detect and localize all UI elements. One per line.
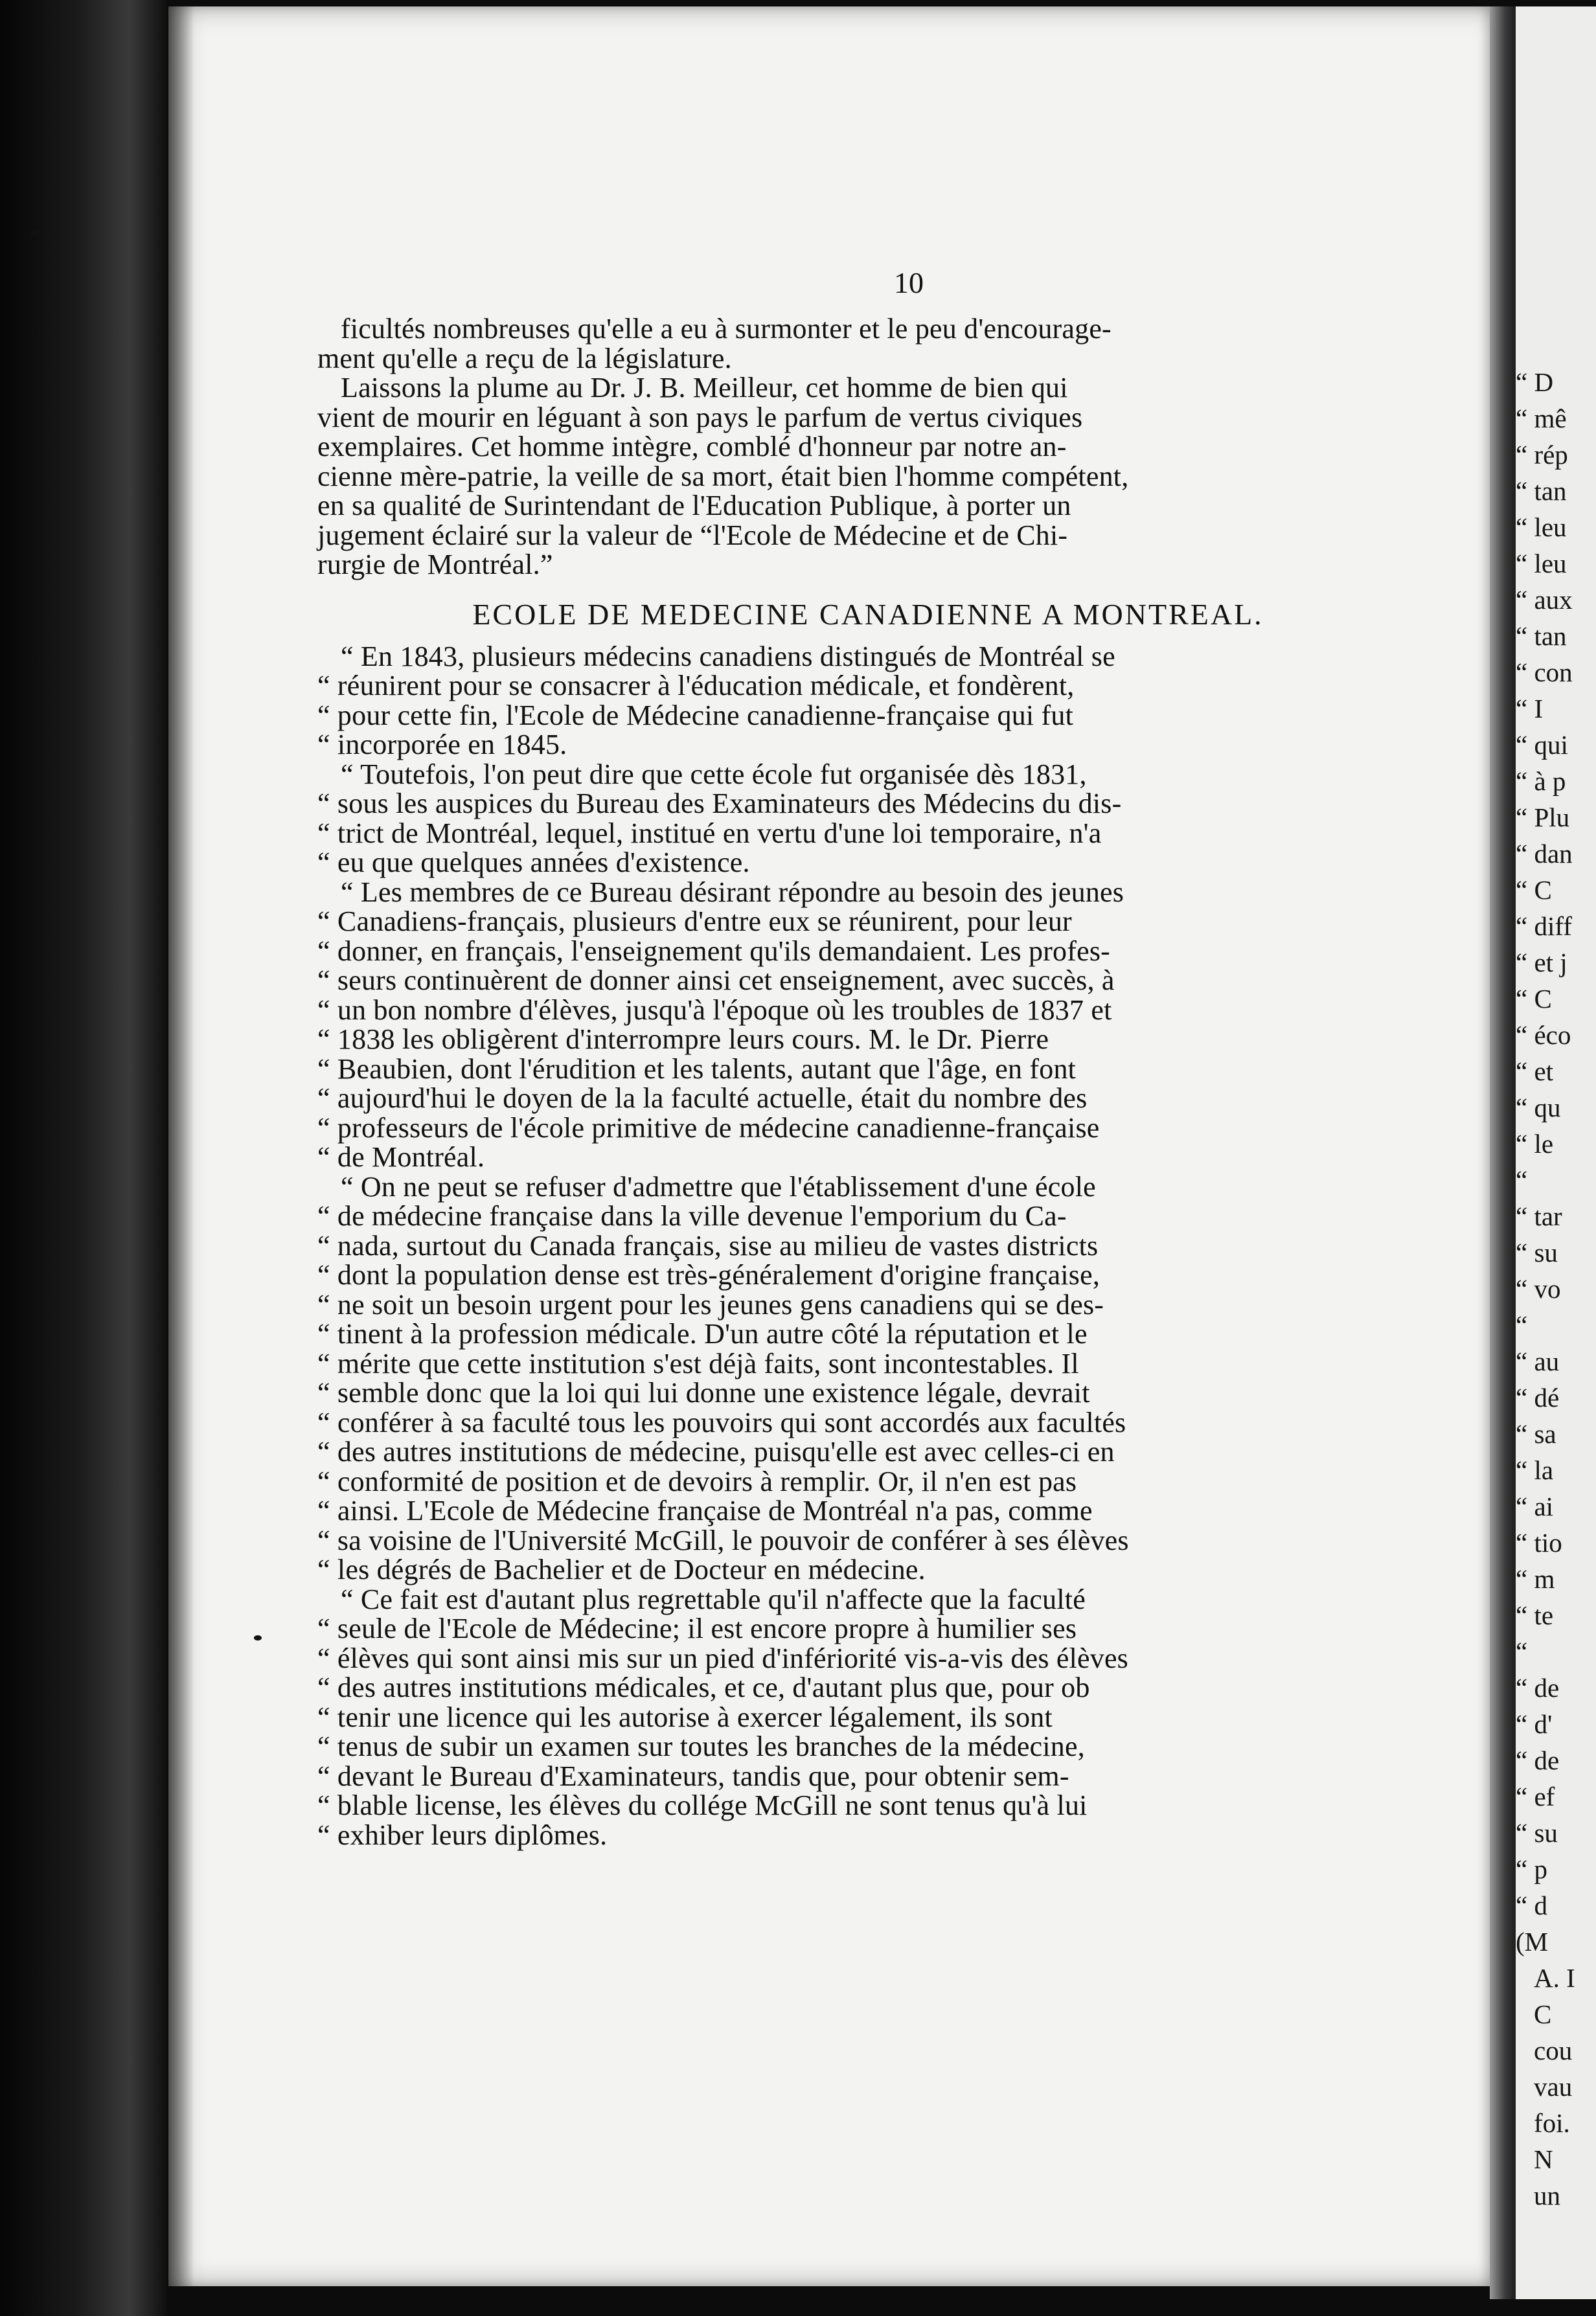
facing-page-line: “ tar: [1516, 1201, 1562, 1231]
ink-speck: [254, 1635, 262, 1640]
text-line: “ tenir une licence qui les autorise à exercer légalement, ils sont: [317, 1701, 1053, 1733]
page-body: [317, 314, 1419, 1850]
book-gutter: [1490, 6, 1516, 2299]
facing-page-line: vau: [1534, 2072, 1573, 2102]
facing-page-line: “ tio: [1516, 1528, 1562, 1558]
facing-page-line: “ qui: [1516, 730, 1568, 760]
text-line: “ élèves qui sont ainsi mis sur un pied d'infériorité vis-a-vis des élèves: [317, 1642, 1128, 1674]
text-line: “ les dégrés de Bachelier et de Docteur en médecine.: [317, 1554, 926, 1585]
facing-page-line: “ d': [1516, 1709, 1553, 1739]
text-line: “ des autres institutions médicales, et ce, d'autant plus que, pour ob: [317, 1672, 1090, 1703]
facing-page-line: “ à p: [1516, 766, 1566, 796]
text-line: “ ne soit un besoin urgent pour les jeunes gens canadiens qui se des-: [317, 1288, 1104, 1321]
facing-page-line: un: [1534, 2181, 1560, 2210]
text-line: “ conférer à sa faculté tous les pouvoirs qui sont accordés aux facultés: [317, 1406, 1126, 1438]
text-line: “ pour cette fin, l'Ecole de Médecine canadienne-française qui fut: [317, 699, 1073, 731]
text-line: “ Canadiens-français, plusieurs d'entre eux se réunirent, pour leur: [317, 905, 1072, 937]
facing-page-line: “ C: [1516, 984, 1552, 1014]
text-line: “ exhiber leurs diplômes.: [317, 1819, 608, 1851]
facing-page-line: “ D: [1516, 367, 1554, 397]
facing-page-fragment: [1516, 6, 1596, 2299]
text-line: “ tinent à la profession médicale. D'un autre côté la réputation et le: [317, 1318, 1088, 1350]
text-line: “ devant le Bureau d'Examinateurs, tandis que, pour obtenir sem-: [317, 1760, 1069, 1792]
facing-page-line: “ de: [1516, 1745, 1560, 1775]
facing-page-line: “ sa: [1516, 1419, 1556, 1449]
text-line: rurgie de Montréal.”: [317, 549, 553, 580]
text-line: vient de mourir en léguant à son pays le parfum de vertus civiques: [317, 401, 1083, 433]
facing-page-line: (M: [1516, 1927, 1549, 1957]
facing-page-line: “ m: [1516, 1564, 1555, 1594]
text-line: “ En 1843, plusieurs médecins canadiens distingués de Montréal se: [341, 640, 1115, 672]
facing-page-line: A. I: [1534, 1963, 1575, 1993]
facing-page-line: “ C: [1516, 875, 1552, 905]
facing-page-line: “ de: [1516, 1673, 1560, 1703]
facing-page-line: “ d: [1516, 1890, 1547, 1920]
text-line: “ donner, en français, l'enseignement qu'ils demandaient. Les profes-: [317, 935, 1111, 967]
facing-page-line: “ dé: [1516, 1383, 1560, 1413]
text-line: “ 1838 les obligèrent d'interrompre leurs cours. M. le Dr. Pierre: [317, 1023, 1049, 1055]
text-line: ficultés nombreuses qu'elle a eu à surmonter et le peu d'encourage-: [341, 313, 1112, 345]
facing-page-line: “: [1516, 1310, 1528, 1340]
facing-page-line: “ I: [1516, 694, 1544, 723]
facing-page-line: “ p: [1516, 1854, 1547, 1884]
facing-page-line: “ su: [1516, 1818, 1558, 1848]
facing-page-line: “ leu: [1516, 512, 1567, 542]
text-line: “ sa voisine de l'Université McGill, le pouvoir de conférer à ses élèves: [317, 1524, 1129, 1556]
facing-page-line: “ le: [1516, 1129, 1554, 1159]
facing-page-line: “ qu: [1516, 1093, 1561, 1122]
facing-page-line: C: [1534, 1999, 1552, 2029]
facing-page-line: “ dan: [1516, 839, 1573, 868]
facing-page-line: “ rép: [1516, 440, 1568, 470]
facing-page-line: “: [1516, 1165, 1528, 1195]
facing-page-line: “ vo: [1516, 1274, 1561, 1304]
facing-page-line: “ au: [1516, 1346, 1560, 1376]
text-line: “ conformité de position et de devoirs à remplir. Or, il n'en est pas: [317, 1465, 1077, 1497]
text-line: en sa qualité de Surintendant de l'Education Publique, à porter un: [317, 490, 1071, 521]
text-line: exemplaires. Cet homme intègre, comblé d'honneur par notre an-: [317, 431, 1067, 462]
text-line: “ Beaubien, dont l'érudition et les talents, autant que l'âge, en font: [317, 1052, 1077, 1085]
text-line: “ seule de l'Ecole de Médecine; il est encore propre à humilier ses: [317, 1613, 1077, 1644]
facing-page-line: “ la: [1516, 1455, 1554, 1485]
facing-page-line: “ et j: [1516, 948, 1568, 977]
text-line: “ eu que quelques années d'existence.: [317, 846, 750, 878]
text-line: ment qu'elle a reçu de la législature.: [317, 342, 732, 374]
text-line: “ nada, surtout du Canada français, sise au milieu de vastes districts: [317, 1229, 1099, 1262]
facing-page-line: “ te: [1516, 1600, 1554, 1630]
facing-page-line: “ ef: [1516, 1782, 1555, 1811]
ink-speck: [31, 230, 40, 236]
text-line: “ ainsi. L'Ecole de Médecine française de Montréal n'a pas, comme: [317, 1495, 1093, 1527]
facing-page-line: “ mê: [1516, 403, 1567, 433]
text-line: “ incorporée en 1845.: [317, 729, 567, 760]
page-number: 10: [894, 266, 924, 299]
facing-page-line: “ éco: [1516, 1020, 1571, 1050]
facing-page-line: foi.: [1534, 2108, 1570, 2138]
text-line: “ sous les auspices du Bureau des Examinateurs des Médecins du dis-: [317, 788, 1122, 819]
facing-page-line: “ et: [1516, 1056, 1554, 1086]
facing-page-line: “ con: [1516, 657, 1573, 687]
facing-page-line: cou: [1534, 2036, 1573, 2065]
page-binding-shadow: [168, 6, 194, 2286]
facing-page-line: “ leu: [1516, 549, 1567, 578]
text-line: “ un bon nombre d'élèves, jusqu'à l'époque où les troubles de 1837 et: [317, 993, 1112, 1026]
text-line: jugement éclairé sur la valeur de “l'Ecole de Médecine et de Chi-: [317, 519, 1068, 551]
facing-page-line: “ tan: [1516, 621, 1567, 651]
text-line: “ de médecine française dans la ville devenue l'emporium du Ca-: [317, 1200, 1067, 1232]
text-line: “ Toutefois, l'on peut dire que cette école fut organisée dès 1831,: [341, 758, 1087, 790]
text-line: “ professeurs de l'école primitive de médecine canadienne-française: [317, 1111, 1100, 1144]
facing-page-line: “ su: [1516, 1238, 1558, 1267]
text-line: “ de Montréal.: [317, 1141, 485, 1173]
text-line: “ tenus de subir un examen sur toutes les branches de la médecine,: [317, 1731, 1085, 1762]
facing-page-line: “ aux: [1516, 585, 1573, 615]
text-line: “ des autres institutions de médecine, puisqu'elle est avec celles-ci en: [317, 1436, 1115, 1468]
text-line: “ réunirent pour se consacrer à l'éducation médicale, et fondèrent,: [317, 670, 1075, 701]
facing-page-line: “ Plu: [1516, 802, 1570, 832]
text-line: “ aujourd'hui le doyen de la la faculté actuelle, était du nombre des: [317, 1082, 1088, 1114]
text-line: “ mérite que cette institution s'est déjà faits, sont incontestables. Il: [317, 1347, 1079, 1379]
text-line: “ On ne peut se refuser d'admettre que l'établissement d'une école: [341, 1170, 1096, 1203]
text-line: “ trict de Montréal, lequel, institué en vertu d'une loi temporaire, n'a: [317, 817, 1102, 849]
section-heading: ECOLE DE MEDECINE CANADIENNE A MONTREAL.: [472, 597, 1264, 631]
facing-page-line: N: [1534, 2144, 1553, 2174]
text-line: Laissons la plume au Dr. J. B. Meilleur, cet homme de bien qui: [341, 372, 1068, 403]
text-line: “ semble donc que la loi qui lui donne une existence légale, devrait: [317, 1377, 1090, 1409]
facing-page-line: “: [1516, 1637, 1528, 1666]
facing-page-line: “ diff: [1516, 911, 1572, 941]
text-line: “ Les membres de ce Bureau désirant répondre au besoin des jeunes: [341, 876, 1124, 908]
text-line: “ dont la population dense est très-généralement d'origine française,: [317, 1259, 1100, 1291]
text-line: cienne mère-patrie, la veille de sa mort, était bien l'homme compétent,: [317, 460, 1129, 492]
text-line: “ seurs continuèrent de donner ainsi cet enseignement, avec succès, à: [317, 964, 1115, 996]
text-line: “ blable license, les élèves du collége McGill ne sont tenus qu'à lui: [317, 1789, 1088, 1821]
text-line: “ Ce fait est d'autant plus regrettable qu'il n'affecte que la faculté: [341, 1583, 1086, 1615]
facing-page-line: “ ai: [1516, 1492, 1554, 1521]
facing-page-line: “ tan: [1516, 476, 1567, 506]
